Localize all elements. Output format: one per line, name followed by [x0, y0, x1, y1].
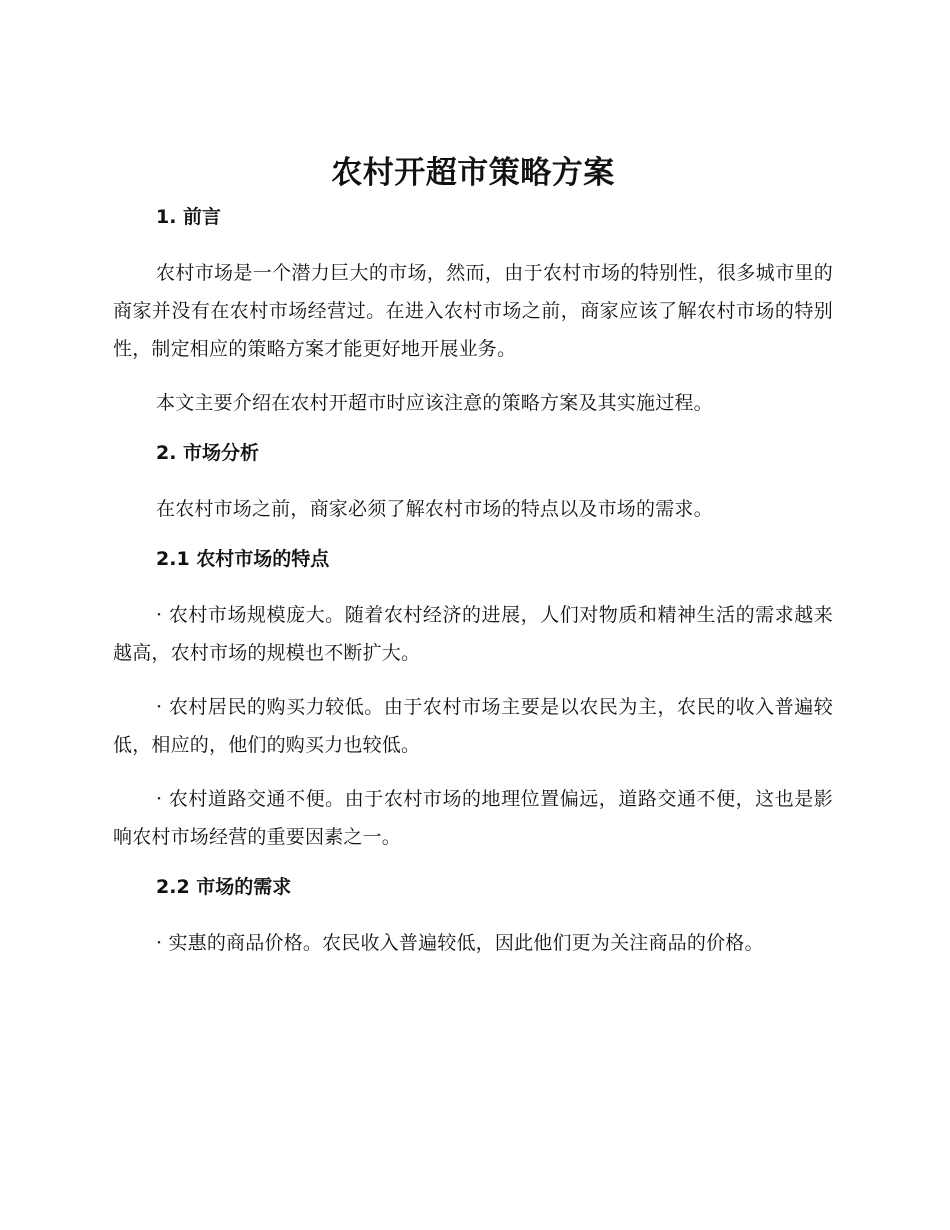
document-title: 农村开超市策略方案 — [331, 155, 615, 191]
document-body — [113, 150, 833, 978]
subsection-heading-market-features: 2.1 农村市场的特点 — [156, 548, 330, 570]
paragraph-preface-1: 农村市场是一个潜力巨大的市场，然而，由于农村市场的特别性，很多城市里的商家并没有在农村市场经营过。在进入农村市场之前，商家应该了解农村市场的特别性，制定相应的策略方案才能更好地开展业务。 — [113, 262, 833, 360]
paragraph-preface-2: 本文主要介绍在农村开超市时应该注意的策略方案及其实施过程。 — [156, 392, 713, 414]
section-heading-market-analysis: 2. 市场分析 — [156, 442, 260, 464]
bullet-transport: · 农村道路交通不便。由于农村市场的地理位置偏远，道路交通不便，这也是影响农村市场经营的重要因素之一。 — [113, 788, 833, 848]
paragraph-market-analysis: 在农村市场之前，商家必须了解农村市场的特点以及市场的需求。 — [156, 498, 713, 520]
section-heading-preface: 1. 前言 — [156, 206, 222, 228]
bullet-market-scale: · 农村市场规模庞大。随着农村经济的进展，人们对物质和精神生活的需求越来越高，农村市场的规模也不断扩大。 — [113, 604, 833, 664]
bullet-affordable-prices: · 实惠的商品价格。农民收入普遍较低，因此他们更为关注商品的价格。 — [156, 932, 764, 954]
bullet-purchasing-power: · 农村居民的购买力较低。由于农村市场主要是以农民为主，农民的收入普遍较低，相应的，他们的购买力也较低。 — [113, 696, 833, 756]
subsection-heading-market-demand: 2.2 市场的需求 — [156, 876, 292, 898]
